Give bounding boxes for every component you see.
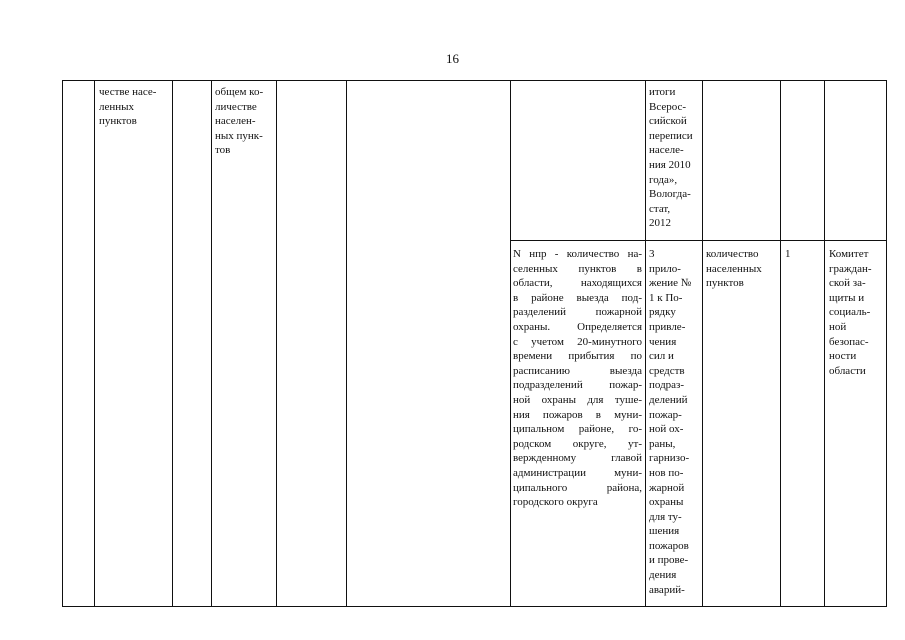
formula-line: ной охраны для туше- bbox=[513, 393, 642, 406]
row-divider bbox=[510, 240, 887, 241]
formula-line: администрации муни- bbox=[513, 466, 642, 479]
page-number: 16 bbox=[446, 51, 459, 66]
column-border bbox=[780, 80, 781, 607]
formula-line: селенных пунктов в bbox=[513, 262, 642, 275]
formula-line: ципального района, bbox=[513, 481, 642, 494]
column-border bbox=[94, 80, 95, 607]
table-bottom-border bbox=[62, 606, 887, 607]
column-border bbox=[276, 80, 277, 607]
formula-line: области, находящихся bbox=[513, 277, 642, 290]
formula-line: родском округе, ут- bbox=[513, 437, 642, 450]
formula-line: ния пожаров в муни- bbox=[513, 408, 642, 421]
cell-responsible: Комитет граждан- ской за- щиты и социаль- ной безопас- ности области bbox=[829, 248, 872, 377]
cell-settlements-total-label: общем ко- личестве населен- ных пунк- тов bbox=[215, 86, 264, 157]
column-border bbox=[702, 80, 703, 607]
table-top-border bbox=[62, 80, 887, 81]
formula-line: в районе выезда под- bbox=[513, 291, 642, 304]
cell-value: 1 bbox=[785, 248, 791, 260]
column-border bbox=[62, 80, 63, 607]
column-border bbox=[510, 80, 511, 607]
cell-regulation-source: 3 прило- жение № 1 к По- рядку привле- чения сил и средств подраз- делений пожар- ной ох- раны, гарнизо- нов по- жарной охраны для ту- шения пожаров и прове- дения аварий- bbox=[649, 248, 692, 596]
formula-line: N нпр - количество на- bbox=[513, 248, 642, 260]
column-border bbox=[346, 80, 347, 607]
formula-line: с учетом 20-минутного bbox=[513, 335, 642, 348]
formula-line: вержденному главой bbox=[513, 452, 642, 465]
column-border bbox=[824, 80, 825, 607]
cell-unit: количество населенных пунктов bbox=[706, 248, 762, 290]
formula-line: охраны. Определяется bbox=[513, 320, 642, 333]
formula-line: городского округа bbox=[513, 496, 598, 509]
cell-census-source: итоги Всерос- сийской переписи населе- ния 2010 года», Вологда- стат, 2012 bbox=[649, 86, 693, 230]
column-border bbox=[645, 80, 646, 607]
column-border bbox=[172, 80, 173, 607]
formula-line: разделений пожарной bbox=[513, 306, 642, 319]
formula-line: расписанию выезда bbox=[513, 364, 642, 377]
column-border bbox=[211, 80, 212, 607]
cell-formula-description bbox=[513, 247, 642, 510]
column-border bbox=[886, 80, 887, 607]
formula-line: подразделений пожар- bbox=[513, 379, 642, 392]
cell-settlements-share-label: честве насе- ленных пунктов bbox=[99, 86, 157, 128]
formula-line: ципальном районе, го- bbox=[513, 423, 642, 436]
formula-line: времени прибытия по bbox=[513, 350, 642, 363]
